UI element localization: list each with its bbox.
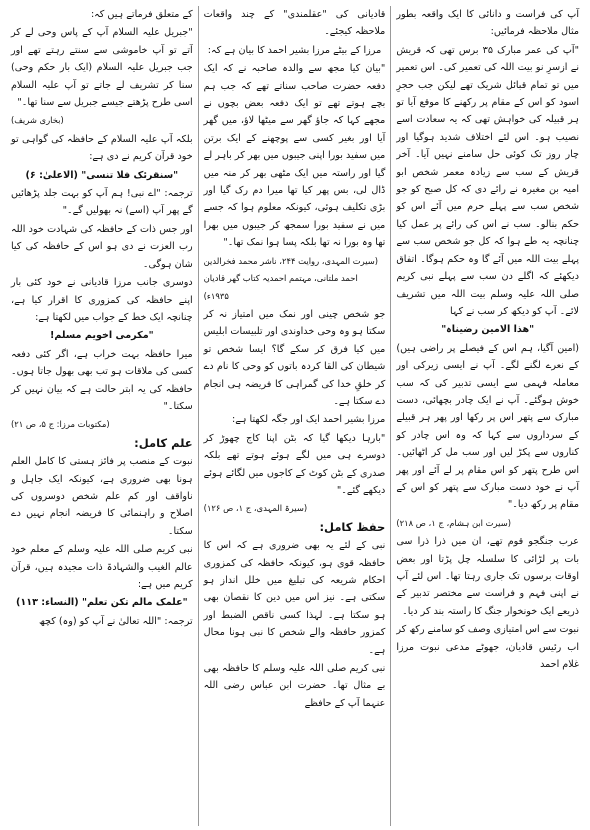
citation: (سیرۃ المہدی، ج ۱، ص ۱۲۶) [203, 503, 308, 514]
letter-salutation: "مکرمی اخویم مسلم! [49, 330, 154, 342]
text-paragraph: جو شخص چینی اور نمک میں امتیاز نہ کر سکتا ہو وہ وحی خداوندی اور تلبیسات ابلیس میں کیا فرق کر سکے گا؟ ایسا شخص تو شیطان کی القا کردہ باتوں کو وحی کا نام دے کر خلقِ خدا کی گمراہی کا فریضہ ہی انجام دے سکتا ہے۔ [203, 308, 386, 407]
arabic-quote: "سنقرئک فلا تنسی" (الاعلیٰ: ۶) [25, 169, 179, 181]
text-paragraph: نبی کے لئے یہ بھی ضروری ہے کہ اس کا حافظہ قوی ہو، کیونکہ حافظہ کی کمزوری احکام شریعہ کی تبلیغ میں خلل انداز ہو سکتی ہے۔ نیز اس میں دین کا نقصان بھی ہو سکتا ہے۔ لہذا کسی ناقص الضبط اور کمزور حافظہ والے شخص کا نبی ہونا محال ہے۔ [203, 540, 386, 656]
text-paragraph: میرا حافظہ بہت خراب ہے، اگر کئی دفعہ کسی کی ملاقات ہو تب بھی بھول جاتا ہوں۔ حافظہ کی یہ ابتر حالت ہے کہ بیان نہیں کر سکتا۔" [10, 348, 193, 412]
text-paragraph: "بارہا دیکھا گیا کہ بٹن اپنا کاج چھوڑ کر دوسرے ہی میں لگے ہوئے ہوتے تھے بلکہ صدری کے بٹن کوٹ کے کاجوں میں لگائے ہوئے دیکھے گئے۔" [203, 432, 386, 496]
text-paragraph: "آپ کی عمر مبارک ۳۵ برس تھی کہ قریش نے ازسرِ نو بیت اللہ کی تعمیر کی۔ اس تعمیر میں تو تمام قبائل شریک تھے لیکن جب حجرِ اسود کو اس کے مقام پر رکھنے کا موقع آیا تو ہر قبیلہ کی خواہش تھی کہ یہ سعادت اسے نصیب ہو۔ اس لئے اختلاف شدید ہوگیا اور چار روز تک کوئی حل سامنے نہیں آیا۔ آخر قریش کے سب سے زیادہ معمر شخص ابو امیہ بن مغیرہ نے رائے دی کہ کل صبح کو جو شخص سب سے پہلے حرم میں آئے اس کو حکم بنالو۔ سب نے اس کی رائے پر عمل کیا چنانچہ یہ طے ہوا کہ کل جو شخص سب سے پہلے بیت اللہ میں آئے گا وہ حکم ہوگا۔ اتفاق دیکھئے کہ اگلے دن سب سے پہلے نبی کریم صلی اللہ علیہ وسلم بیت اللہ میں تشریف لائے۔ آپ کو دیکھ کر سب نے کہا [396, 44, 579, 317]
arabic-quote: "ھذا الامین رضیناہ" [441, 324, 535, 336]
text-paragraph: کے متعلق فرماتے ہیں کہ: [90, 9, 193, 20]
text-paragraph: نبی کریم صلی اللہ علیہ وسلم کا حافظہ بھی بے مثال تھا۔ حضرت ابن عباس رضی اللہ عنہما آپ کے حافظے [203, 663, 386, 709]
citation: (مکتوبات مرزا: ج ۵، ص ۲۱) [10, 419, 110, 430]
citation: (بخاری شریف) [10, 115, 64, 126]
citation: (سیرت المہدی، روایت ۲۴۴، ناشر محمد فخرالدین احمد ملتانی، مہتمم احمدیہ کتاب گھر قادیان ۱۹۳۵ء) [203, 255, 379, 301]
text-paragraph: بلکہ آپ علیہ السلام کے حافظہ کی گواہی تو خود قرآن کریم نے دی ہے: [10, 133, 193, 163]
text-paragraph: آپ کی فراست و دانائی کا ایک واقعہ بطور مثال ملاحظہ فرمائیں: [396, 9, 579, 38]
column-middle [199, 6, 392, 826]
text-paragraph: "بیان کیا مجھ سے والدہ صاحبہ نے کہ ایک دفعہ حضرت صاحب سناتے تھے کہ جب ہم بچے ہوتے تھے تو ایک دفعہ بعض بچوں نے مجھے کہا کہ جاؤ گھر سے میٹھا لاؤ، میں گھر آیا اور بغیر کسی سے پوچھنے کے ایک برتن میں سفید بورا اپنی جیبوں میں بھر کر باہر لے گیا اور راستہ میں ایک مٹھی بھر کر منہ میں ڈال لی، بس پھر کیا تھا میرا دم رک گیا اور بڑی تکلیف ہوئی، کیونکہ معلوم ہوا کہ جسے میں نے سفید بورا سمجھ کر جیبوں میں بھرا تھا وہ بورا نہ تھا بلکہ پسا ہوا نمک تھا۔" [203, 63, 386, 249]
text-paragraph: "جبریل علیہ السلام آپ کے پاس وحی لے کر آتے تو آپ خاموشی سے سنتے رہتے تھے اور جب جبریل علیہ السلام (ایک بار حکم وحی) سنا کر تشریف لے جاتے تو آپ علیہ السلام اسی طرح پڑھتے جیسے جبریل سے سنا تھا۔" [10, 27, 193, 109]
text-paragraph: نبوت سے اس امتیازی وصف کو سامنے رکھ کر اب رئیس قادیان، جھوٹے مدعی نبوت مرزا غلام احمد [396, 624, 579, 671]
text-paragraph: نبی کریم صلی اللہ علیہ وسلم کے معلم خود عالم الغیب والشہادۃ ذات مجیدہ ہیں، قرآن کریم میں ہے: [10, 544, 193, 590]
text-paragraph: دوسری جانب مرزا قادیانی نے خود کئی بار اپنے حافظہ کی کمزوری کا اقرار کیا ہے، چنانچہ ایک خط کے جواب میں لکھتا ہے: [10, 277, 193, 323]
arabic-quote: "علمک مالم تکن تعلم" (النساء: ۱۱۳) [16, 597, 188, 609]
section-heading: حفظ کامل: [319, 519, 386, 534]
text-paragraph: اور جس ذات کے حافظہ کی شہادت خود اللہ رب العزت نے دی ہو اس کے حافظہ کی کیا شان ہوگی۔ [10, 223, 193, 270]
section-heading: علم کامل: [134, 435, 193, 450]
text-paragraph: مرزا بشیر احمد ایک اور جگہ لکھتا ہے: [232, 414, 386, 426]
citation: (سیرت ابن ہشام، ج ۱، ص ۲۱۸) [396, 517, 511, 528]
column-left [6, 6, 199, 826]
text-paragraph: (امین آگیا، ہم اس کے فیصلے پر راضی ہیں) کے نعرے لگنے لگے۔ آپ نے ایسی زیرکی اور معاملہ فہمی سے ایسی تدبیر کی کہ سب خوش ہوگئے۔ آپ نے ایک چادر بچھائی، دست مبارک سے پتھر اس پر رکھا اور پھر ہر قبیلے کے سرداروں سے کہا کہ وہ اس چادر کو کناروں سے پکڑ لیں اور سب مل کر اٹھائیں۔ اس طرح پتھر کو اس مقام پر لے آئے اور پھر آپ نے خود دست مبارک سے پتھر کو اس کے مقام پر رکھ دیا۔" [396, 342, 579, 511]
column-right [391, 6, 584, 826]
text-paragraph: ترجمہ: "اللہ تعالیٰ نے آپ کو (وہ) کچھ [39, 615, 193, 627]
text-paragraph: مرزا کے بیٹے مرزا بشیر احمد کا بیان ہے کہ: [207, 44, 382, 56]
text-paragraph: عرب جنگجو قوم تھے، ان میں ذرا ذرا سی بات پر لڑائی کا سلسلہ چل پڑتا اور بعض اوقات برسوں تک جاری رہتا تھا۔ اس لئے آپ نے اپنی فہم و فراست سے مختصر تدبیر کے ذریعے ایک خونخوار جنگ کا راستہ بند کر دیا۔ [396, 536, 579, 617]
text-paragraph: ترجمہ: "اے نبی! ہم آپ کو بہت جلد پڑھائیں گے پھر آپ (اسے) نہ بھولیں گے۔" [10, 188, 193, 217]
text-paragraph: نبوت کے منصب پر فائز ہستی کا کامل العلم ہونا بھی ضروری ہے، کیونکہ ایک جاہل و ناواقف اور کم علم شخص دوسروں کی اصلاح و راہنمائی کا فریضہ انجام نہیں دے سکتا۔ [10, 456, 193, 537]
text-paragraph: قادیانی کی "عقلمندی" کے چند واقعات ملاحظہ کیجئے۔ [203, 9, 386, 38]
